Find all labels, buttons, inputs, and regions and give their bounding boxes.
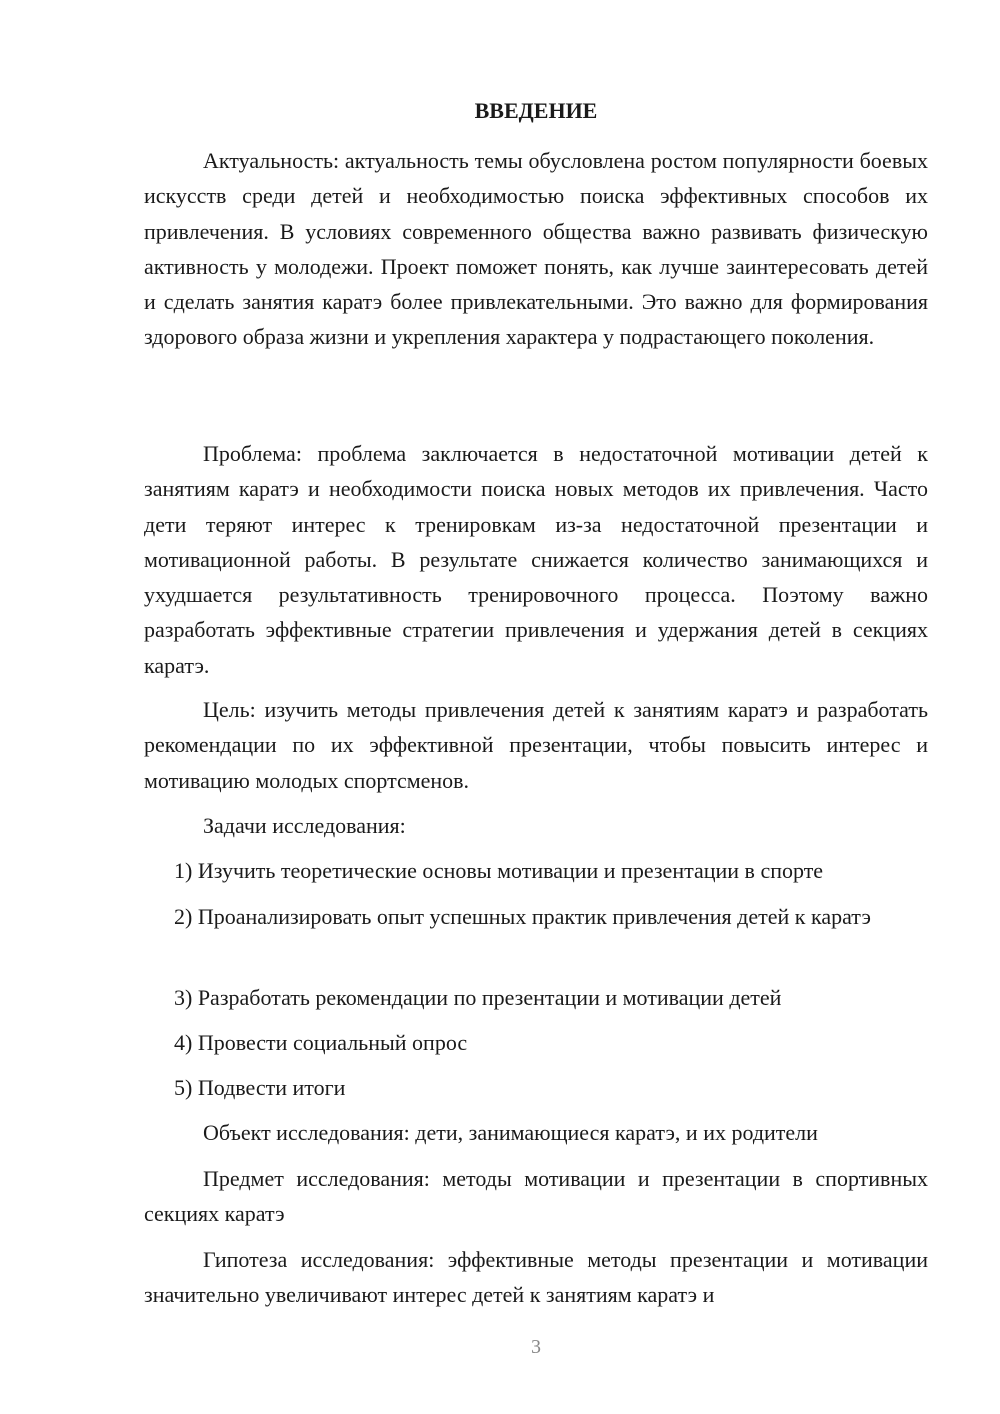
paragraph-relevance: Актуальность: актуальность темы обусловлена ростом популярности боевых искусств среди детей и необходимостью поиска эффективных способов их привлечения. В условиях современного общества важно развивать физическую активность у молодежи. Проект поможет понять, как лучше заинтересовать детей и сделать занятия каратэ более привлекательными. Это важно для формирования здорового образа жизни и укрепления характера у подрастающего поколения. (144, 148, 928, 350)
task-item-5: 5) Подвести итоги (174, 1075, 346, 1100)
paragraph-object: Объект исследования: дети, занимающиеся каратэ, и их родители (203, 1120, 818, 1145)
task-item-2: 2) Проанализировать опыт успешных практик привлечения детей к каратэ (174, 904, 871, 929)
task-item-1: 1) Изучить теоретические основы мотивации и презентации в спорте (174, 858, 824, 883)
tasks-heading: Задачи исследования: (203, 813, 406, 838)
page-title: ВВЕДЕНИЕ (474, 98, 598, 123)
paragraph-subject: Предмет исследования: методы мотивации и презентации в спортивных секциях каратэ (144, 1166, 928, 1227)
paragraph-hypothesis: Гипотеза исследования: эффективные методы презентации и мотивации значительно увеличивают интерес детей к занятиям каратэ и (144, 1247, 928, 1308)
paragraph-goal: Цель: изучить методы привлечения детей к занятиям каратэ и разработать рекомендации по их эффективной презентации, чтобы повысить интерес и мотивацию молодых спортсменов. (144, 697, 928, 793)
page-number: 3 (531, 1336, 541, 1358)
task-item-4: 4) Провести социальный опрос (174, 1030, 468, 1055)
task-item-3: 3) Разработать рекомендации по презентации и мотивации детей (174, 985, 782, 1010)
paragraph-problem: Проблема: проблема заключается в недостаточной мотивации детей к занятиям каратэ и необходимости поиска новых методов их привлечения. Часто дети теряют интерес к тренировкам из-за недостаточной презентации и мотивационной работы. В результате снижается количество занимающихся и ухудшается результативность тренировочного процесса. Поэтому важно разработать эффективные стратегии привлечения и удержания детей в секциях каратэ. (144, 441, 928, 678)
